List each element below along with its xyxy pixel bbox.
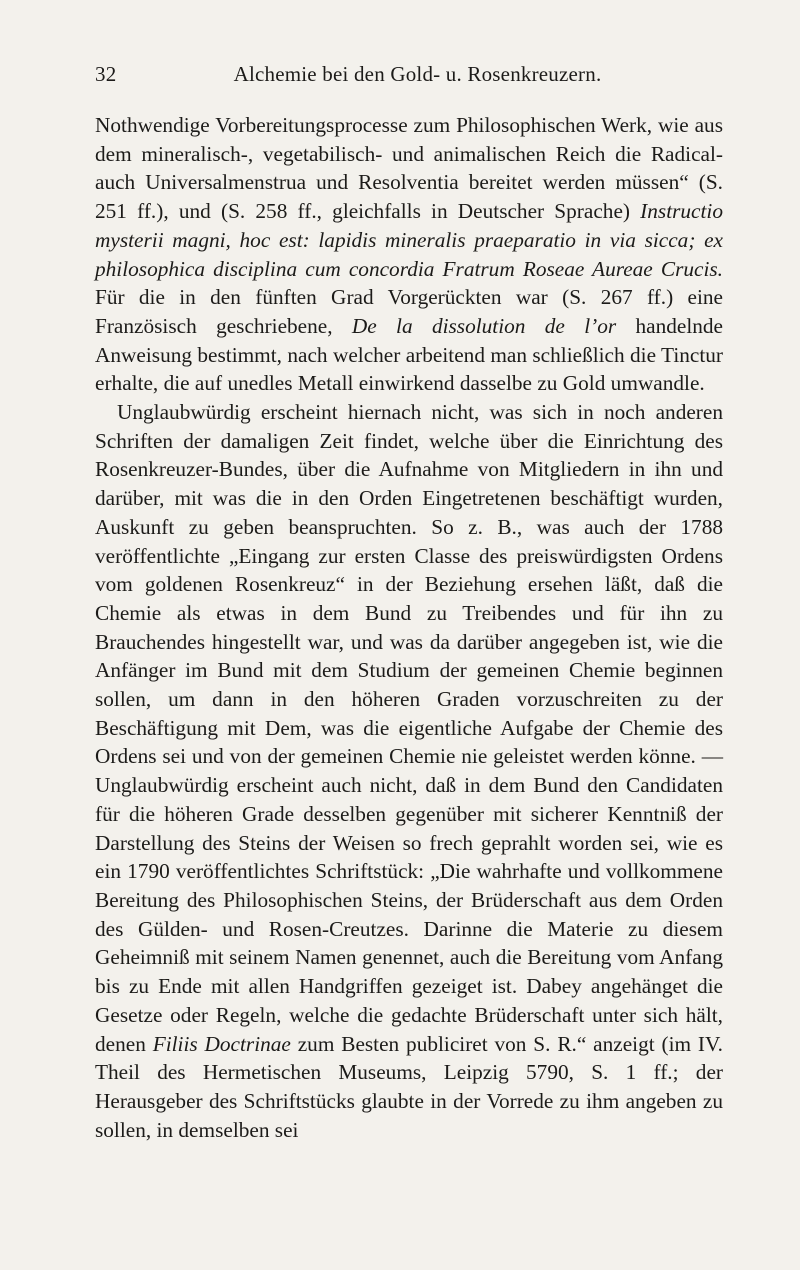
paragraph-1-text-a: Nothwendige Vorbereitungsprocesse zum Philosophischen Werk, wie aus dem mineralisch-, vegetabilisch- und animalischen Reich die Radical- auch Universalmenstrua und Resolventia bereitet werden müssen“ (S. 251 ff.), und (S. 258 ff., gleichfalls in Deutscher Sprache) (95, 113, 723, 224)
latin-title: Instructio mysterii magni, hoc est: lapidis mineralis praeparatio in via sicca; ex philosophica disciplina cum concordia Fratrum Roseae Aureae Crucis. (95, 199, 723, 281)
french-title: De la dissolution de l’or (351, 313, 617, 338)
page-header (95, 62, 720, 92)
paragraph-2-text-a: Unglaubwürdig erscheint hiernach nicht, was sich in noch anderen Schriften der damaligen Zeit findet, welche über die Einrichtung des Rosenkreuzer-Bundes, über die Aufnahme von Mitgliedern in ihn und darüber, mit was die in den Orden Eingetretenen beschäftigt wurden, Auskunft zu geben beanspruchten. So z. B., was auch der 1788 veröffentlichte „Eingang zur ersten Classe des preiswürdigsten Ordens vom goldenen Rosenkreuz“ in der Beziehung ersehen läßt, daß die Chemie als etwas in dem Bund zu Treibendes und für ihn zu Brauchendes hingestellt war, und was da darüber angegeben ist, wie die Anfänger im Bund mit dem Studium der gemeinen Chemie beginnen sollen, um dann in den höheren Graden vorzuschreiten zu der Beschäftigung mit Dem, was die eigentliche Aufgabe der Chemie des Ordens sei und von der gemeinen Chemie nie geleistet werden könne. — Unglaubwürdig erscheint auch nicht, daß in dem Bund den Candidaten für die höheren Grade desselben gegenüber mit sicherer Kenntniß der Darstellung des Steins der Weisen so frech geprahlt worden sei, wie es ein 1790 veröffentlichtes Schriftstück: „Die wahrhafte und vollkommene Bereitung des Philosophischen Steins, der Brüderschaft aus dem Orden des Gülden- und Rosen-Creutzes. Darinne die Materie zu diesem Geheimniß mit seinem Namen genennet, auch die Bereitung vom Anfang bis zu Ende mit allen Handgriffen gezeiget ist. Dabey angehänget die Gesetze oder Regeln, welche die gedachte Brüderschaft unter sich hält, denen (95, 400, 723, 1056)
page-number: 32 (95, 62, 117, 86)
paragraph-1 (95, 111, 723, 398)
paragraph-1-text-b: Für die in den fünften Grad Vorgerückten war (S. 267 ff.) eine Französisch geschriebene, (95, 285, 723, 338)
paragraph-2-text-b: zum Besten publiciret von S. R.“ anzeigt (im IV. Theil des Hermetischen Museums, Leipzig 5790, S. 1 ff.; der Herausgeber des Schriftstücks glaubte in der Vorrede zu ihm angeben zu sollen, in demselben sei (95, 1031, 723, 1142)
body-text (95, 111, 723, 1144)
running-title: Alchemie bei den Gold- u. Rosenkreuzern. (233, 62, 602, 86)
filiis-doctrinae: Filiis Doctrinae (152, 1031, 291, 1056)
paragraph-1-text-c: handelnde Anweisung bestimmt, nach welcher arbeitend man schließlich die Tinctur erhalte, die auf unedles Metall einwirkend dasselbe zu Gold umwandle. (95, 313, 724, 396)
paragraph-2 (95, 398, 723, 1144)
